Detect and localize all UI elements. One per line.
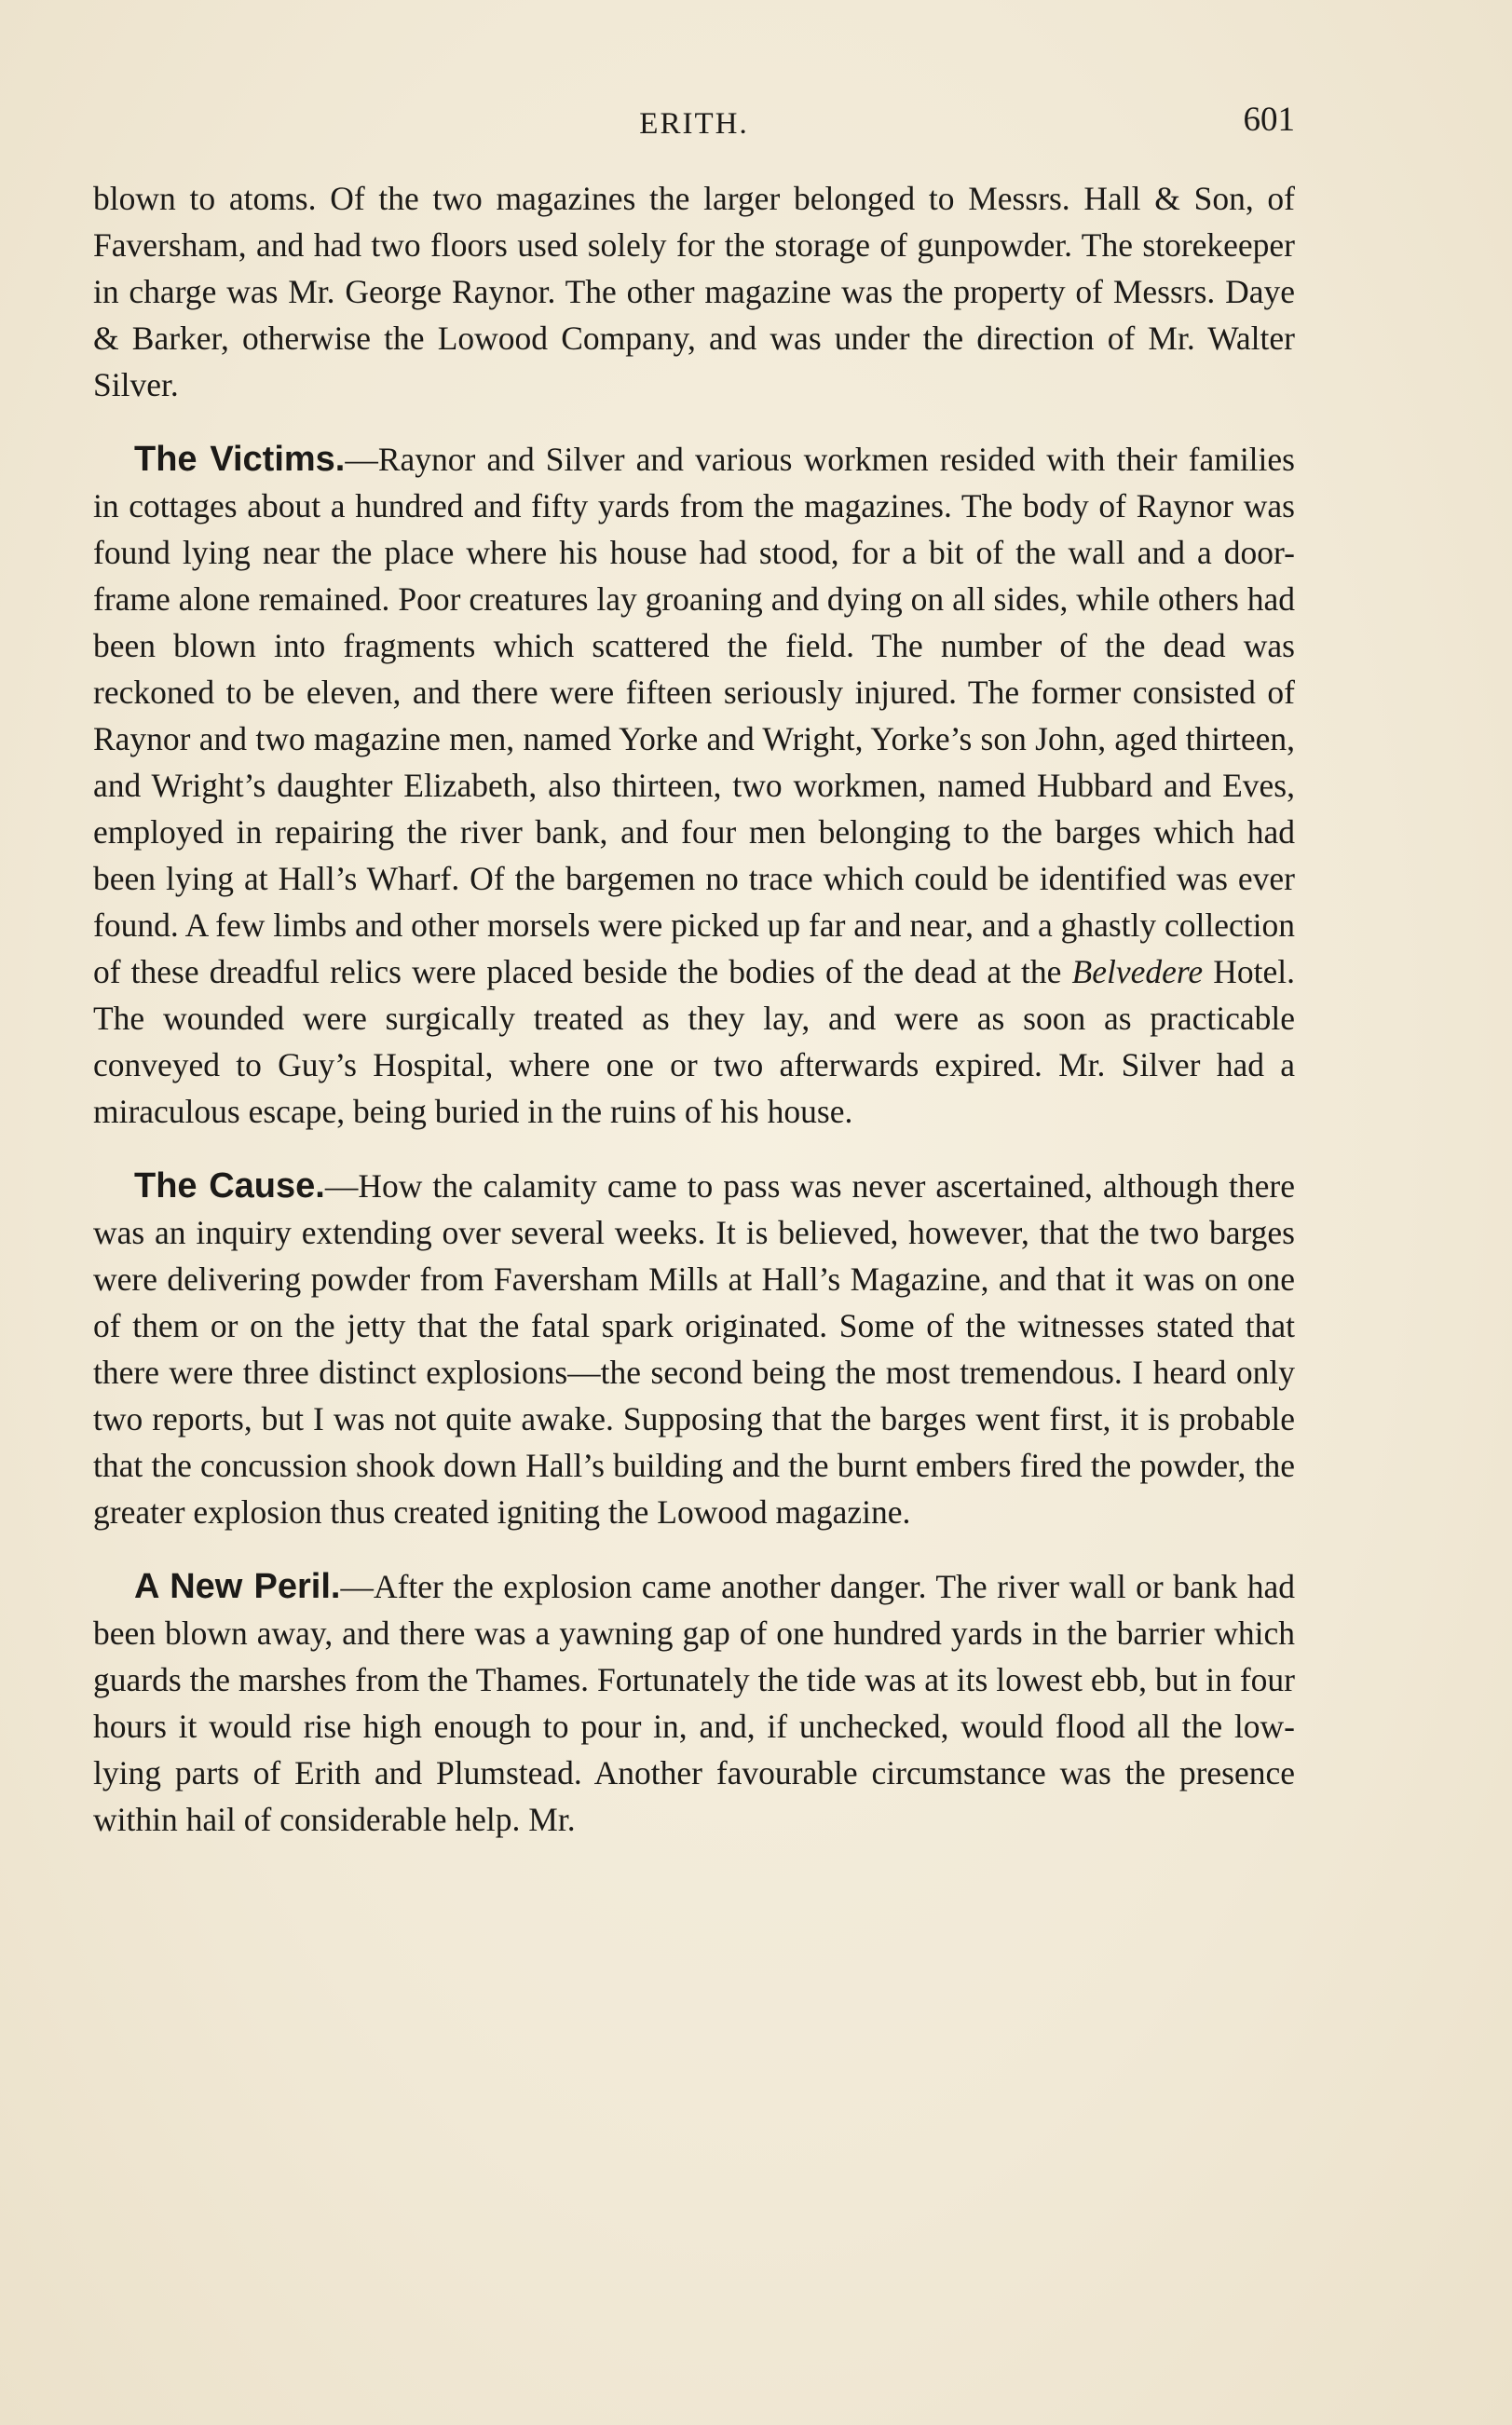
- page-number: 601: [1243, 101, 1295, 139]
- section-heading: The Cause.: [134, 1166, 325, 1206]
- running-head: [93, 101, 1295, 147]
- paragraph-text: —Raynor and Silver and various workmen resided with their families in cottages about a hundred and fifty yards from the magazines. The body of Raynor was found lying near the place where his house had stood, for a bit of the wall and a door-frame alone remained. Poor creatures lay groaning and dying on all sides, while others had been blown into fragments which scattered the field. The number of the dead was reckoned to be eleven, and there were fifteen seriously injured. The former consisted of Raynor and two magazine men, named Yorke and Wright, Yorke’s son John, aged thirteen, and Wright’s daughter Elizabeth, also thirteen, two workmen, named Hubbard and Eves, employed in repairing the river bank, and four men belonging to the barges which had been lying at Hall’s Wharf. Of the bargemen no trace which could be identified was ever found. A few limbs and other morsels were picked up far and near, and a ghastly collection of these dreadful relics were placed beside the bodies of the dead at the: [93, 441, 1295, 990]
- italic-hotel-name: Belvedere: [1071, 953, 1204, 990]
- paragraph-text: —After the explosion came another danger. The river wall or bank had been blown away, and there was a yawning gap of one hundred yards in the barrier which guards the marshes from the Thames. Fortunately the tide was at its lowest ebb, but in four hours it would rise high enough to pour in, and, if unchecked, would flood all the low-lying parts of Erith and Plumstead. Another favourable circumstance was the presence within hail of considerable help. Mr.: [93, 1568, 1295, 1838]
- paragraph-text: —How the calamity came to pass was never ascertained, although there was an inquiry extending over several weeks. It is believed, however, that the two barges were delivering powder from Faversham Mills at Hall’s Magazine, and that it was on one of them or on the jetty that the fatal spark originated. Some of the witnesses stated that there were three distinct explosions—the second being the most tremendous. I heard only two reports, but I was not quite awake. Supposing that the barges went first, it is probable that the concussion shook down Hall’s building and the burnt embers fired the powder, the greater explosion thus created igniting the Lowood magazine.: [93, 1167, 1295, 1531]
- paragraph-text: blown to atoms. Of the two magazines the larger belonged to Messrs. Hall & Son, of Faversham, and had two floors used solely for the storage of gunpowder. The storekeeper in charge was Mr. George Raynor. The other magazine was the property of Messrs. Daye & Barker, otherwise the Lowood Company, and was under the direction of Mr. Walter Silver.: [93, 180, 1295, 403]
- section-heading: The Victims.: [134, 440, 346, 479]
- body-text: [93, 175, 1295, 1843]
- paragraph-the-victims: [93, 436, 1295, 1135]
- section-heading: A New Peril.: [134, 1567, 341, 1606]
- paragraph-text-after: Hotel. The wounded were surgically treated as they lay, and were as soon as practicable conveyed to Guy’s Hospital, where one or two afterwards expired. Mr. Silver had a miraculous escape, being buried in the ruins of his house.: [93, 953, 1295, 1130]
- paragraph-continuation: [93, 175, 1295, 408]
- running-title: ERITH.: [639, 107, 749, 141]
- paragraph-the-cause: [93, 1163, 1295, 1535]
- paragraph-a-new-peril: [93, 1563, 1295, 1843]
